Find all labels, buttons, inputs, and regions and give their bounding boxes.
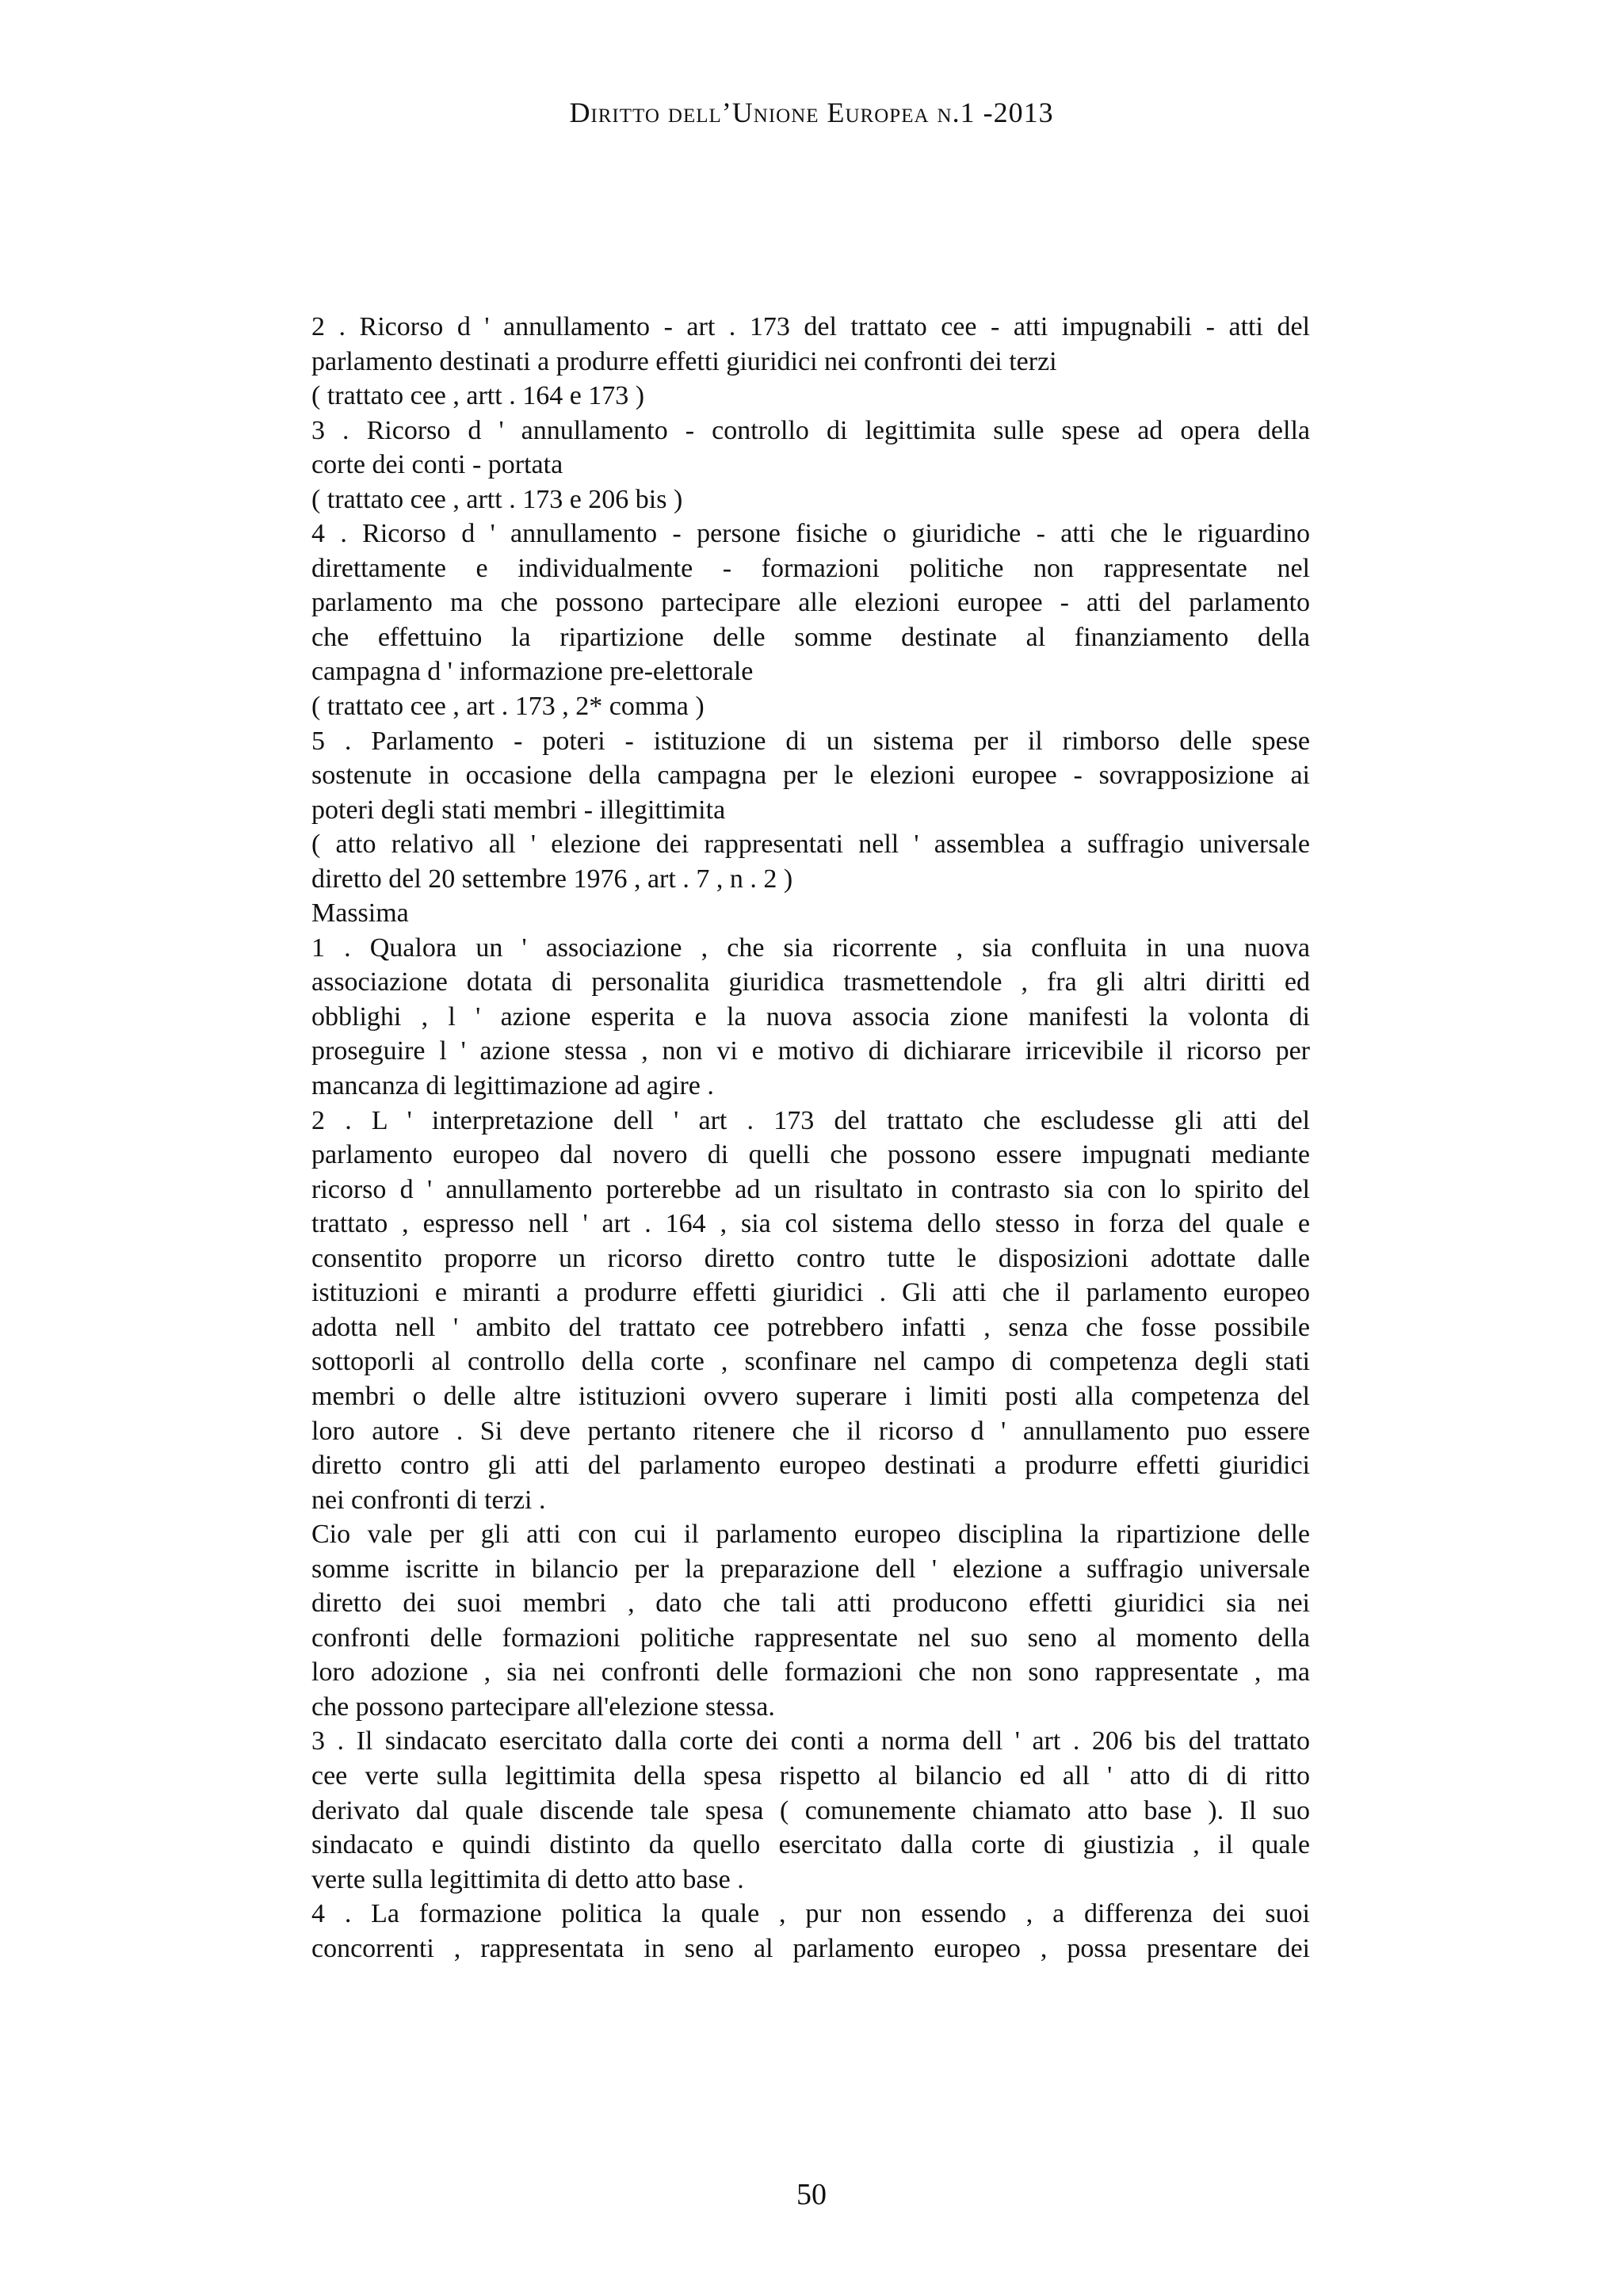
text-line: concorrenti , rappresentata in seno al parlamento europeo , possa presentare dei [311, 1933, 1310, 1963]
text-line: parlamento destinati a produrre effetti giuridici nei confronti dei terzi [311, 346, 1057, 376]
text-line: 2 . Ricorso d ' annullamento - art . 173 del trattato cee - atti impugnabili - atti del [311, 312, 1310, 341]
text-line: corte dei conti - portata [311, 450, 563, 480]
text-line: Cio vale per gli atti con cui il parlamento europeo disciplina la ripartizione delle [311, 1520, 1310, 1550]
text-line: direttamente e individualmente - formazioni politiche non rappresentate nel [311, 553, 1310, 583]
text-line: ( trattato cee , artt . 164 e 173 ) [311, 381, 645, 411]
text-line: diretto dei suoi membri , dato che tali atti producono effetti giuridici sia nei [311, 1589, 1310, 1619]
body-text [311, 310, 1310, 1966]
text-line: obblighi , l ' azione esperita e la nuova associa zione manifesti la volonta di [311, 1001, 1310, 1032]
text-line: membri o delle altre istituzioni ovvero superare i limiti posti alla competenza del [311, 1381, 1310, 1411]
text-line: 2 . L ' interpretazione dell ' art . 173 del trattato che escludesse gli atti del [311, 1105, 1310, 1135]
text-line: istituzioni e miranti a produrre effetti giuridici . Gli atti che il parlamento europeo [311, 1278, 1310, 1308]
text-line: associazione dotata di personalita giuridica trasmettendole , fra gli altri diritti ed [311, 967, 1310, 997]
text-line: ( trattato cee , art . 173 , 2* comma ) [311, 692, 705, 722]
text-line: che possono partecipare all'elezione stessa. [311, 1691, 775, 1722]
text-line: diretto del 20 settembre 1976 , art . 7 , n . 2 ) [311, 864, 793, 894]
text-line: proseguire l ' azione stessa , non vi e motivo di dichiarare irricevibile il ricorso per [311, 1036, 1310, 1066]
text-line: sindacato e quindi distinto da quello esercitato dalla corte di giustizia , il quale [311, 1830, 1310, 1860]
text-line: 5 . Parlamento - poteri - istituzione di un sistema per il rimborso delle spese [311, 726, 1310, 756]
text-line: trattato , espresso nell ' art . 164 , sia col sistema dello stesso in forza del quale e [311, 1209, 1310, 1239]
text-line: sostenute in occasione della campagna per le elezioni europee - sovrapposizione ai [311, 761, 1310, 791]
text-line: 3 . Il sindacato esercitato dalla corte dei conti a norma dell ' art . 206 bis del trattato [311, 1726, 1310, 1756]
page-number: 50 [796, 2178, 827, 2211]
text-line: cee verte sulla legittimita della spesa rispetto al bilancio ed all ' atto di di ritto [311, 1760, 1310, 1791]
text-line: che effettuino la ripartizione delle somme destinate al finanziamento della [311, 622, 1310, 652]
text-line: ricorso d ' annullamento porterebbe ad un risultato in contrasto sia con lo spirito del [311, 1174, 1310, 1204]
text-line: 1 . Qualora un ' associazione , che sia ricorrente , sia confluita in una nuova [311, 933, 1310, 963]
text-line: ( atto relativo all ' elezione dei rappresentati nell ' assemblea a suffragio universale [311, 830, 1310, 860]
text-line: adotta nell ' ambito del trattato cee potrebbero infatti , senza che fosse possibile [311, 1312, 1310, 1342]
text-line: parlamento europeo dal novero di quelli che possono essere impugnati mediante [311, 1140, 1310, 1170]
text-line: derivato dal quale discende tale spesa ( comunemente chiamato atto base ). Il suo [311, 1795, 1310, 1825]
text-line: mancanza di legittimazione ad agire . [311, 1071, 714, 1101]
text-line: 4 . Ricorso d ' annullamento - persone fisiche o giuridiche - atti che le riguardino [311, 519, 1310, 549]
text-line: Massima [311, 898, 409, 929]
text-line: poteri degli stati membri - illegittimita [311, 795, 726, 825]
text-line: confronti delle formazioni politiche rappresentate nel suo seno al momento della [311, 1623, 1310, 1653]
text-line: ( trattato cee , artt . 173 e 206 bis ) [311, 484, 683, 514]
running-header: Diritto dell’Unione Europea n.1 -2013 [569, 97, 1054, 128]
text-line: diretto contro gli atti del parlamento europeo destinati a produrre effetti giuridici [311, 1451, 1310, 1481]
text-line: verte sulla legittimita di detto atto base . [311, 1864, 744, 1894]
text-line: campagna d ' informazione pre-elettorale [311, 657, 754, 687]
text-line: sottoporli al controllo della corte , sconfinare nel campo di competenza degli stati [311, 1347, 1310, 1377]
text-line: parlamento ma che possono partecipare alle elezioni europee - atti del parlamento [311, 588, 1310, 618]
text-line: loro adozione , sia nei confronti delle formazioni che non sono rappresentate , ma [311, 1657, 1310, 1688]
text-line: 4 . La formazione politica la quale , pur non essendo , a differenza dei suoi [311, 1899, 1310, 1929]
text-line: nei confronti di terzi . [311, 1485, 546, 1515]
text-line: consentito proporre un ricorso diretto contro tutte le disposizioni adottate dalle [311, 1243, 1310, 1273]
text-line: 3 . Ricorso d ' annullamento - controllo di legittimita sulle spese ad opera della [311, 415, 1310, 445]
text-line: loro autore . Si deve pertanto ritenere che il ricorso d ' annullamento puo essere [311, 1416, 1310, 1446]
text-line: somme iscritte in bilancio per la preparazione dell ' elezione a suffragio universale [311, 1554, 1310, 1584]
